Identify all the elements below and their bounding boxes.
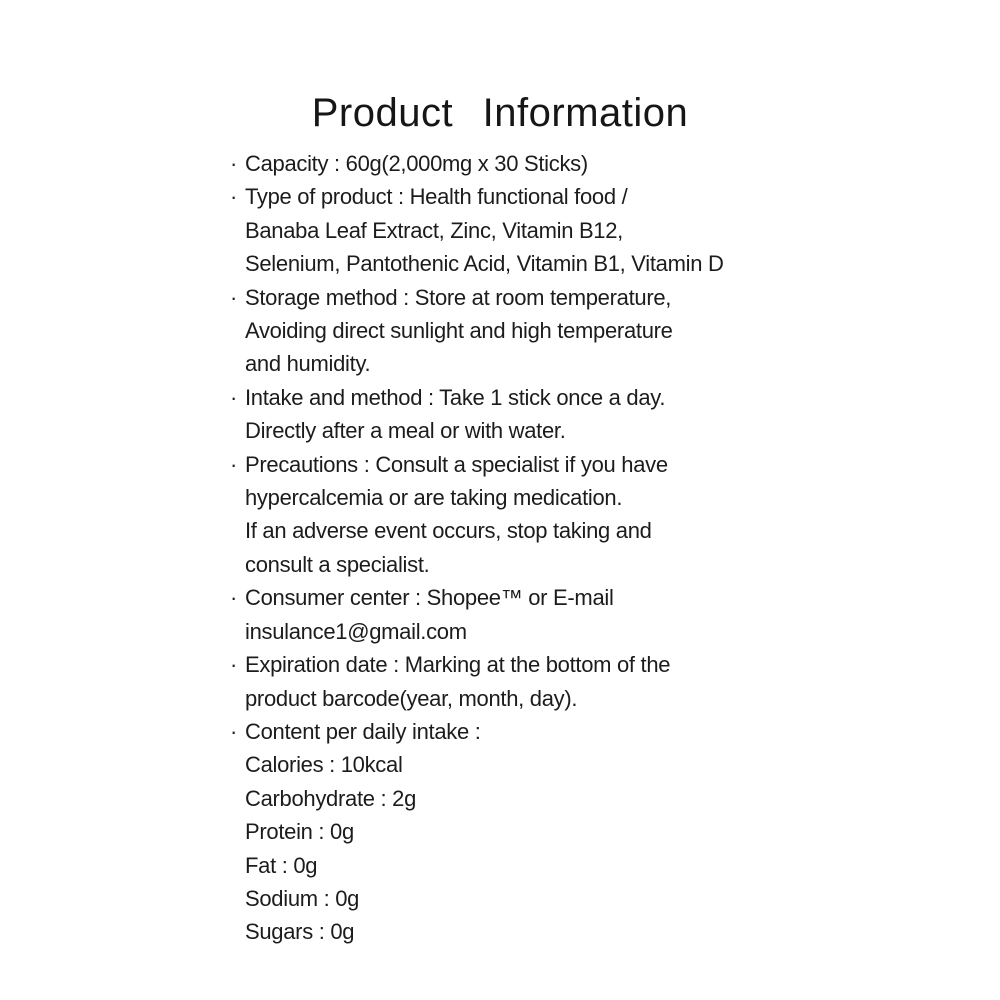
bullet-marker: · bbox=[230, 718, 238, 744]
info-line bbox=[230, 414, 724, 447]
page-title: Product Information bbox=[311, 90, 689, 135]
bullet-marker bbox=[230, 849, 245, 882]
info-line-text: Capacity : 60g(2,000mg x 30 Sticks) bbox=[245, 151, 588, 176]
info-line bbox=[230, 615, 724, 648]
bullet-marker: · bbox=[230, 384, 238, 410]
bullet-marker: · bbox=[230, 652, 238, 678]
bullet-marker bbox=[230, 347, 245, 380]
info-line-text: Content per daily intake : bbox=[245, 718, 481, 744]
info-line-text: Calories : 10kcal bbox=[245, 752, 403, 778]
info-line bbox=[230, 247, 724, 280]
info-line bbox=[230, 147, 724, 180]
bullet-marker bbox=[230, 815, 245, 848]
bullet-marker bbox=[230, 782, 245, 815]
info-line-text: Type of product : Health functional food / bbox=[245, 184, 628, 210]
info-line-text: Sodium : 0g bbox=[245, 885, 360, 911]
info-list bbox=[230, 147, 724, 949]
bullet-marker: · bbox=[230, 184, 238, 210]
info-line bbox=[230, 514, 724, 547]
bullet-marker bbox=[230, 314, 245, 347]
info-line-text: If an adverse event occurs, stop taking and bbox=[245, 518, 652, 544]
info-line-text: Fat : 0g bbox=[245, 852, 318, 878]
info-line bbox=[230, 915, 724, 948]
info-line bbox=[230, 347, 724, 380]
info-line-text: Carbohydrate : 2g bbox=[245, 785, 417, 811]
bullet-marker bbox=[230, 548, 245, 581]
info-line bbox=[230, 448, 724, 481]
info-line bbox=[230, 180, 724, 213]
info-line bbox=[230, 481, 724, 514]
info-line bbox=[230, 581, 724, 614]
info-line-text: product barcode(year, month, day). bbox=[245, 685, 578, 711]
info-line-text: and humidity. bbox=[245, 351, 371, 377]
info-line bbox=[230, 214, 724, 247]
info-line-text: Selenium, Pantothenic Acid, Vitamin B1, Vitamin D bbox=[245, 251, 724, 277]
info-line-text: Directly after a meal or with water. bbox=[245, 418, 566, 444]
info-line-text: insulance1@gmail.com bbox=[245, 618, 467, 644]
bullet-marker: · bbox=[230, 451, 238, 477]
info-line bbox=[230, 381, 724, 414]
bullet-marker bbox=[230, 915, 245, 948]
info-line-text: hypercalcemia or are taking medication. bbox=[245, 485, 623, 511]
bullet-marker bbox=[230, 414, 245, 447]
bullet-marker bbox=[230, 615, 245, 648]
info-line bbox=[230, 314, 724, 347]
info-line-text: Precautions : Consult a specialist if you have bbox=[245, 451, 668, 477]
bullet-marker bbox=[230, 514, 245, 547]
info-line-text: Expiration date : Marking at the bottom of the bbox=[245, 652, 671, 678]
info-line-text: Intake and method : Take 1 stick once a day. bbox=[245, 384, 666, 410]
bullet-marker bbox=[230, 682, 245, 715]
info-line bbox=[230, 548, 724, 581]
bullet-marker: · bbox=[230, 284, 238, 310]
info-line bbox=[230, 849, 724, 882]
bullet-marker: · bbox=[230, 151, 238, 176]
bullet-marker bbox=[230, 214, 245, 247]
info-line-text: Banaba Leaf Extract, Zinc, Vitamin B12, bbox=[245, 217, 623, 243]
bullet-marker bbox=[230, 481, 245, 514]
bullet-marker bbox=[230, 247, 245, 280]
info-line bbox=[230, 782, 724, 815]
info-line bbox=[230, 281, 724, 314]
info-line-text: Protein : 0g bbox=[245, 819, 354, 845]
bullet-marker: · bbox=[230, 585, 238, 611]
info-line-text: Consumer center : Shopee™ or E-mail bbox=[245, 585, 614, 611]
bullet-marker bbox=[230, 748, 245, 781]
info-line-text: Storage method : Store at room temperature, bbox=[245, 284, 672, 310]
info-line bbox=[230, 882, 724, 915]
bullet-marker bbox=[230, 882, 245, 915]
info-line-text: consult a specialist. bbox=[245, 551, 430, 577]
info-line bbox=[230, 648, 724, 681]
info-line bbox=[230, 815, 724, 848]
info-line-text: Avoiding direct sunlight and high temperature bbox=[245, 318, 673, 344]
info-line-text: Sugars : 0g bbox=[245, 919, 355, 945]
info-line bbox=[230, 715, 724, 748]
info-line bbox=[230, 748, 724, 781]
info-line bbox=[230, 682, 724, 715]
